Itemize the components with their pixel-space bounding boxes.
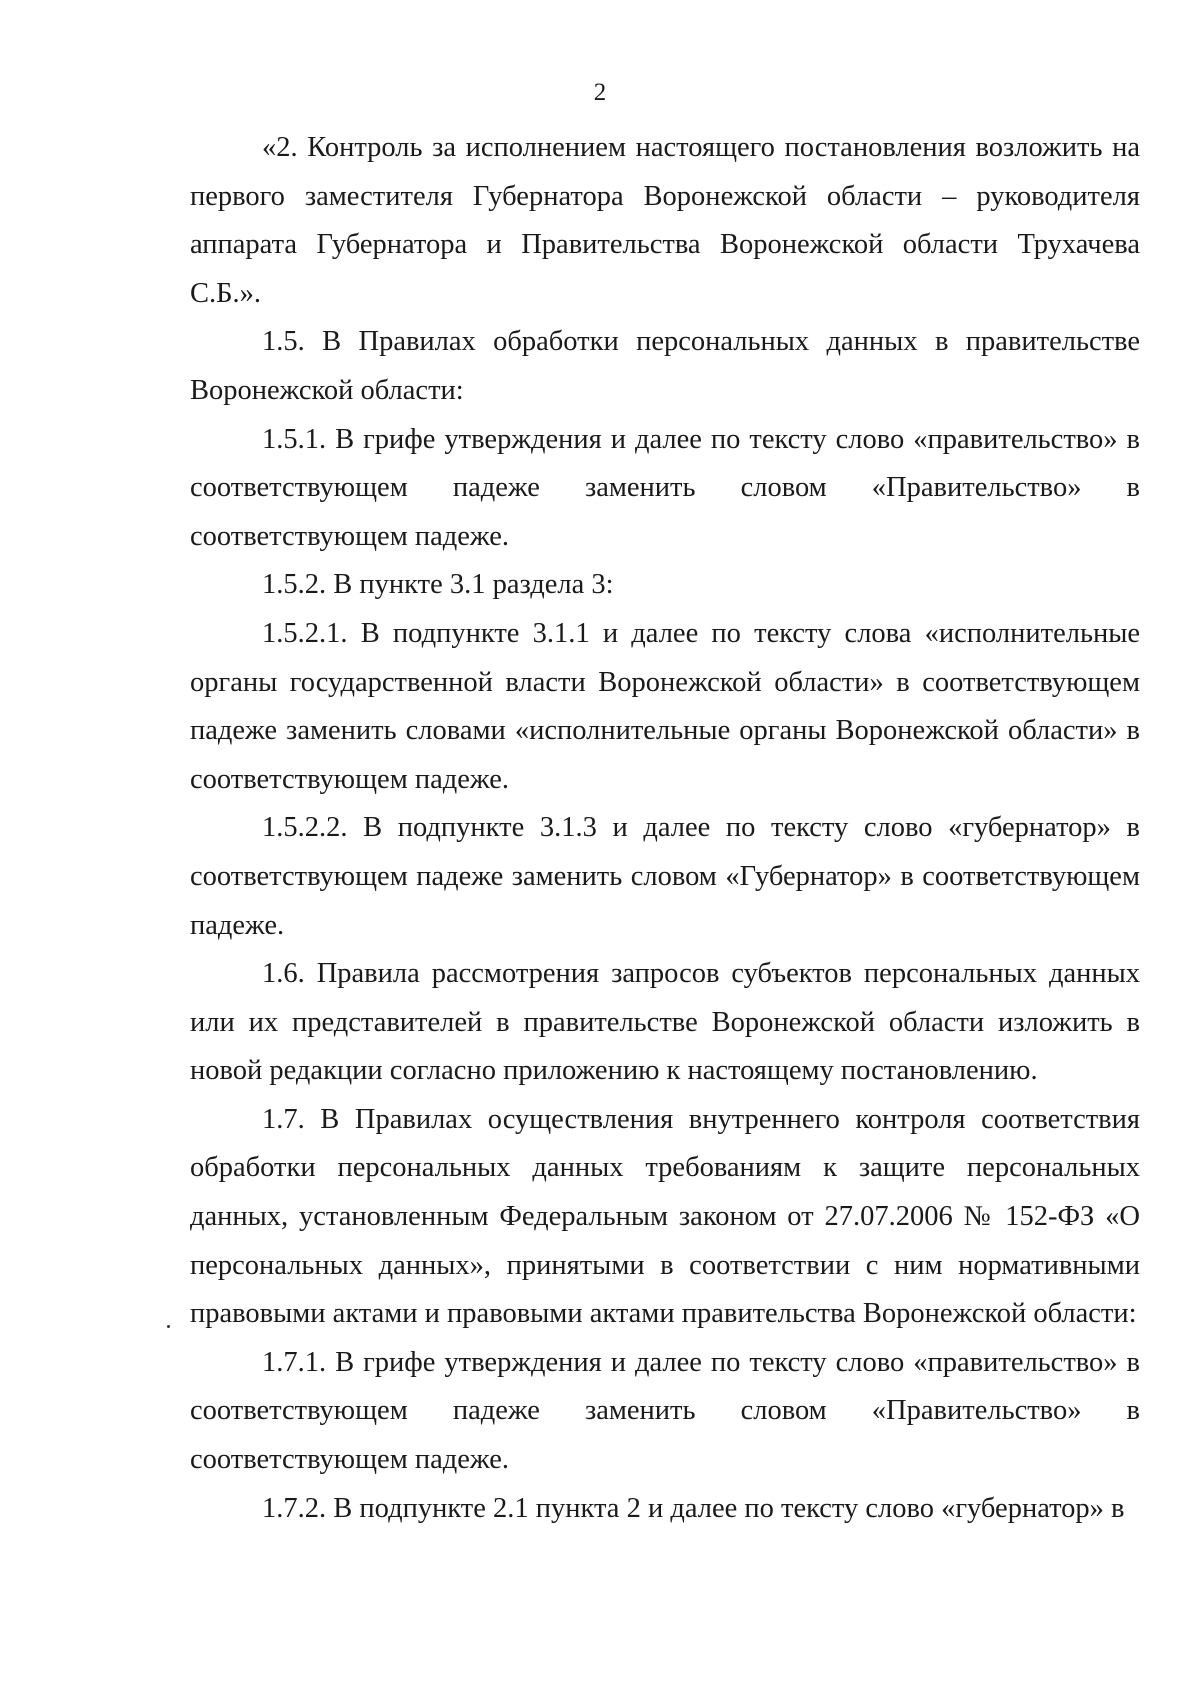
paragraph-1-7: 1.7. В Правилах осуществления внутреннего контроля соответствия обработки персональных данных требованиям к защите персональных данных, установленным Федеральным законом от 27.07.2006 № 152-ФЗ «О персональных данных», принятыми в соответствии с ним нормативными правовыми актами и правовыми актами правительства Воронежской области: (190, 1103, 1140, 1330)
paragraph-1-6: 1.6. Правила рассмотрения запросов субъектов персональных данных или их представителей в правительстве Воронежской области изложить в новой редакции согласно приложению к настоящему постановлению. (190, 958, 1140, 1087)
paragraph-1-5-2-1: 1.5.2.1. В подпункте 3.1.1 и далее по тексту слова «исполнительные органы государственной власти Воронежской области» в соответствующем падеже заменить словами «исполнительные органы Воронежской области» в соответствующем падеже. (190, 617, 1140, 795)
paragraph-1-7-1: 1.7.1. В грифе утверждения и далее по тексту слово «правительство» в соответствующем падеже заменить словом «Правительство» в соответствующем падеже. (190, 1346, 1140, 1476)
paragraph-control-clause: «2. Контроль за исполнением настоящего постановления возложить на первого заместителя Губернатора Воронежской области – руководителя аппарата Губернатора и Правительства Воронежской области Трухачева С.Б.». (190, 132, 1140, 309)
paragraph-1-5-2: 1.5.2. В пункте 3.1 раздела 3: (262, 569, 614, 601)
paragraph-1-5-1: 1.5.1. В грифе утверждения и далее по тексту слово «правительство» в соответствующем падеже заменить словом «Правительство» в соответствующем падеже. (190, 423, 1140, 552)
paragraph-1-7-2: 1.7.2. В подпункте 2.1 пункта 2 и далее по тексту слово «губернатор» в (262, 1492, 1125, 1524)
paragraph-1-5-2-2: 1.5.2.2. В подпункте 3.1.3 и далее по тексту слово «губернатор» в соответствующем падеже заменить словом «Губернатор» в соответствующем падеже. (190, 812, 1140, 941)
page-number: 2 (593, 79, 607, 106)
document-body (190, 124, 1140, 1533)
paragraph-1-5: 1.5. В Правилах обработки персональных данных в правительстве Воронежской области: (190, 326, 1140, 406)
scan-dot-mark (167, 1325, 170, 1328)
